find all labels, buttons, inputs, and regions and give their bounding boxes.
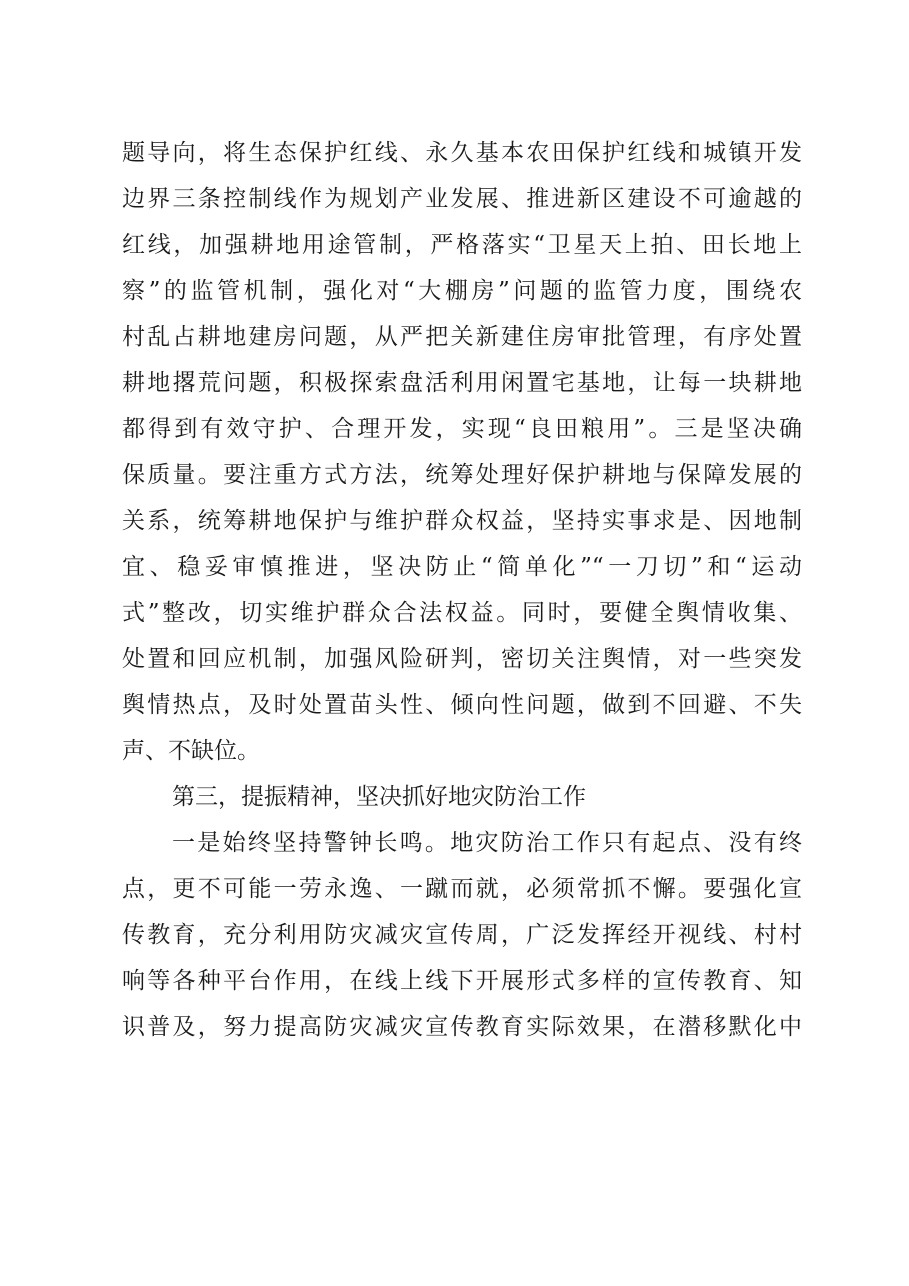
text-line: 村乱占耕地建房问题，从严把关新建住房审批管理，有序处置 — [122, 324, 802, 350]
text-line: 点，更不可能一劳永逸、一蹴而就，必须常抓不懈。要强化宣 — [122, 876, 802, 902]
text-line: 都得到有效守护、合理开发，实现“良田粮用”。三是坚决确 — [122, 416, 802, 442]
text-line: 红线，加强耕地用途管制，严格落实“卫星天上拍、田长地上 — [122, 232, 802, 258]
text-line: 边界三条控制线作为规划产业发展、推进新区建设不可逾越的 — [122, 186, 802, 212]
text-line: 式”整改，切实维护群众合法权益。同时，要健全舆情收集、 — [122, 600, 802, 626]
text-line: 识普及，努力提高防灾减灾宣传教育实际效果，在潜移默化中 — [122, 1014, 802, 1040]
text-line: 保质量。要注重方式方法，统筹处理好保护耕地与保障发展的 — [122, 462, 802, 488]
text-line: 传教育，充分利用防灾减灾宣传周，广泛发挥经开视线、村村 — [122, 922, 802, 948]
text-line: 舆情热点，及时处置苗头性、倾向性问题，做到不回避、不失 — [122, 692, 802, 718]
text-line: 耕地撂荒问题，积极探索盘活利用闲置宅基地，让每一块耕地 — [122, 370, 802, 396]
text-line: 处置和回应机制，加强风险研判，密切关注舆情，对一些突发 — [122, 646, 802, 672]
text-line: 关系，统筹耕地保护与维护群众权益，坚持实事求是、因地制 — [122, 508, 802, 534]
section-heading: 第三，提振精神，坚决抓好地灾防治工作 — [172, 784, 586, 810]
text-line: 声、不缺位。 — [122, 738, 260, 764]
text-line: 一是始终坚持警钟长鸣。地灾防治工作只有起点、没有终 — [172, 830, 802, 856]
text-line: 宜、稳妥审慎推进，坚决防止“简单化”“一刀切”和“运动 — [122, 554, 802, 580]
document-body — [122, 130, 802, 1050]
text-line: 响等各种平台作用，在线上线下开展形式多样的宣传教育、知 — [122, 968, 802, 994]
text-line: 题导向，将生态保护红线、永久基本农田保护红线和城镇开发 — [122, 140, 802, 166]
text-line: 察”的监管机制，强化对“大棚房”问题的监管力度，围绕农 — [122, 278, 802, 304]
